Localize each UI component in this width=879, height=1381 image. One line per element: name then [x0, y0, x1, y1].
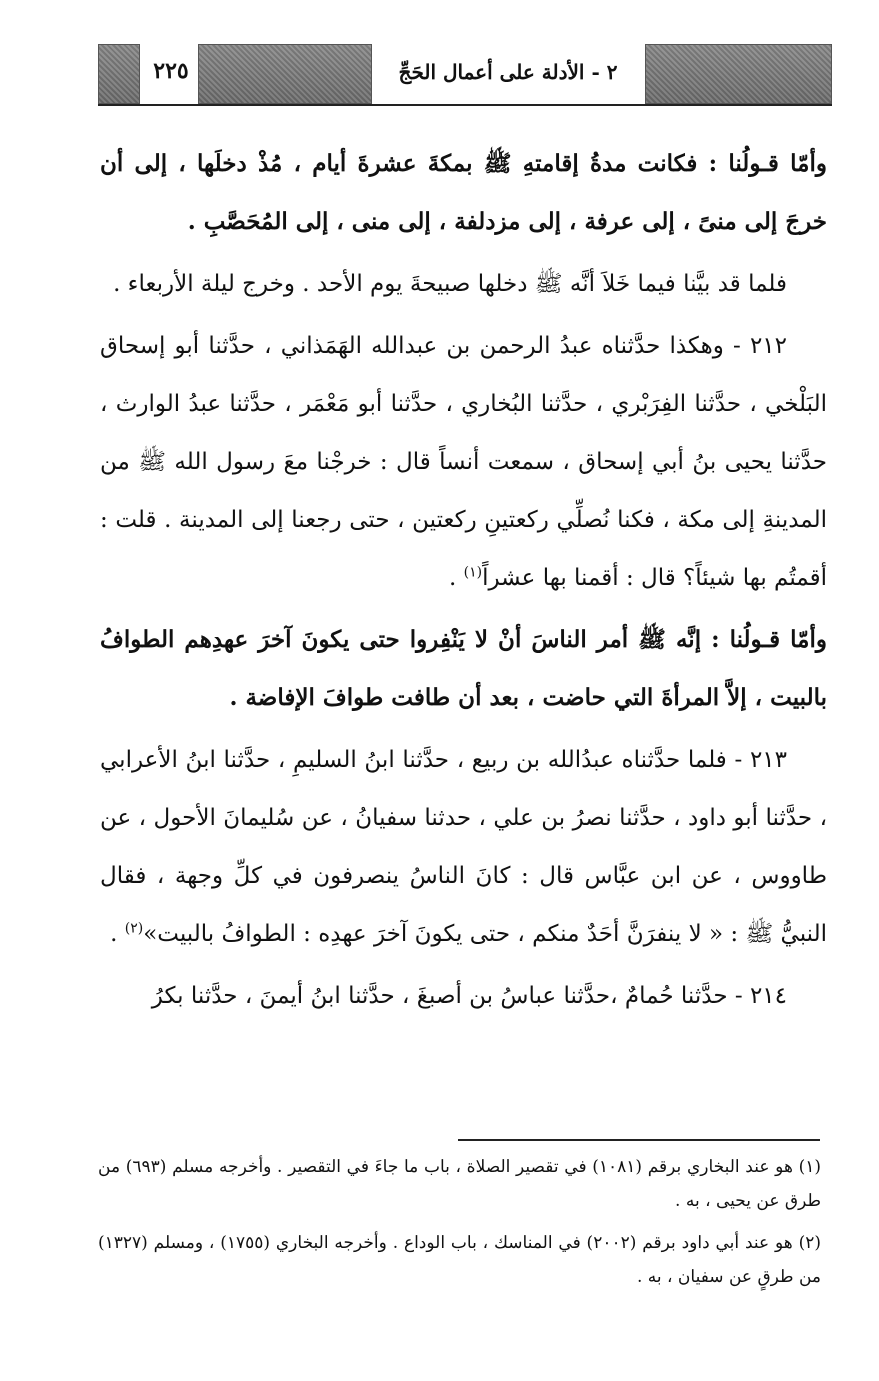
footnote-2: (٢) هو عند أبي داود برقم (٢٠٠٢) في المناسك ، باب الوداع . وأخرجه البخاري (١٧٥٥) ، ومسلم (١٣٢٧) من طرقٍ عن سفيان ، به .: [98, 1233, 822, 1287]
paragraph-statement-2: وأمّا قـولُنا : إنَّه ﷺ أمر الناسَ أنْ لا يَنْفِروا حتى يكونَ آخرَ عهدِهم الطوافُ بالبيت ، إلاَّ المرأةَ التي حاضت ، بعد أن طافت طوافَ الإفاضة .: [100, 626, 827, 711]
header-rule: [98, 104, 832, 106]
footnote-ref-2[interactable]: (٢): [124, 920, 144, 937]
footnote-1: (١) هو عند البخاري برقم (١٠٨١) في تقصير الصلاة ، باب ما جاءَ في التقصير . وأخرجه مسلم (٦٩٣) من طرق عن يحيى ، به .: [98, 1157, 821, 1211]
page-header: [98, 44, 832, 106]
header-ornament-center: [198, 44, 372, 104]
running-title: ٢ - الأدلة على أعمال الحَجِّ: [398, 60, 618, 84]
footnotes: [98, 1150, 821, 1302]
paragraph-explanation-1: فلما قد بيَّنا فيما خَلاَ أنَّه ﷺ دخلها صبيحةَ يوم الأحد . وخرج ليلة الأربعاء .: [113, 271, 787, 297]
main-text: [100, 135, 827, 1025]
footnote-ref-1[interactable]: (١): [463, 564, 483, 581]
hadith-212-text: ٢١٢ - وهكذا حدَّثناه عبدُ الرحمن بن عبدالله الهَمَذاني ، حدَّثنا أبو إسحاق البَلْخي ، حدَّثنا الفِرَبْري ، حدَّثنا البُخاري ، حدَّثنا أبو مَعْمَر ، حدَّثنا عبدُ الوارث ، حدَّثنا يحيى بنُ أبي إسحاق ، سمعت أنساً قال : خرجْنا معَ رسول الله ﷺ من المدينةِ إلى مكة ، فكنا نُصلِّي ركعتينِ ركعتين ، حتى رجعنا إلى المدينة . قلت : أقمتُم بها شيئاً؟ قال : أقمنا بها عشراً: [100, 333, 827, 591]
header-ornament-left: [98, 44, 140, 104]
paragraph-hadith-214: ٢١٤ - حدَّثنا حُمامٌ ،حدَّثنا عباسُ بن أصبغَ ، حدَّثنا ابنُ أيمنَ ، حدَّثنا بكرُ: [151, 983, 787, 1009]
header-ornament-right: [645, 44, 832, 104]
paragraph-hadith-213: [100, 731, 827, 963]
footnote-separator: [458, 1139, 820, 1141]
hadith-213-text: ٢١٣ - فلما حدَّثناه عبدُالله بن ربيع ، حدَّثنا ابنُ السليمِ ، حدَّثنا ابنُ الأعرابي ، حدَّثنا أبو داود ، حدَّثنا نصرُ بن علي ، حدثنا سفيانُ ، عن سُليمانَ الأحول ، عن طاووس ، عن ابن عبَّاس قال : كانَ الناسُ ينصرفون في كلِّ وجهة ، فقال النبيُّ ﷺ : « لا ينفرَنَّ أحَدٌ منكم ، حتى يكونَ آخرَ عهدِه : الطوافُ بالبيت»: [100, 747, 827, 947]
hadith-212-end: .: [448, 565, 464, 591]
page-number: ٢٢٥: [153, 58, 189, 84]
hadith-213-end: .: [110, 921, 125, 947]
paragraph-statement-1: وأمّا قـولُنا : فكانت مدةُ إقامتهِ ﷺ بمكةَ عشرةَ أيام ، مُذْ دخلَها ، إلى أن خرجَ إلى منىً ، إلى عرفة ، إلى مزدلفة ، إلى منى ، إلى المُحَصَّبِ .: [100, 150, 827, 235]
paragraph-hadith-212: [100, 317, 827, 607]
